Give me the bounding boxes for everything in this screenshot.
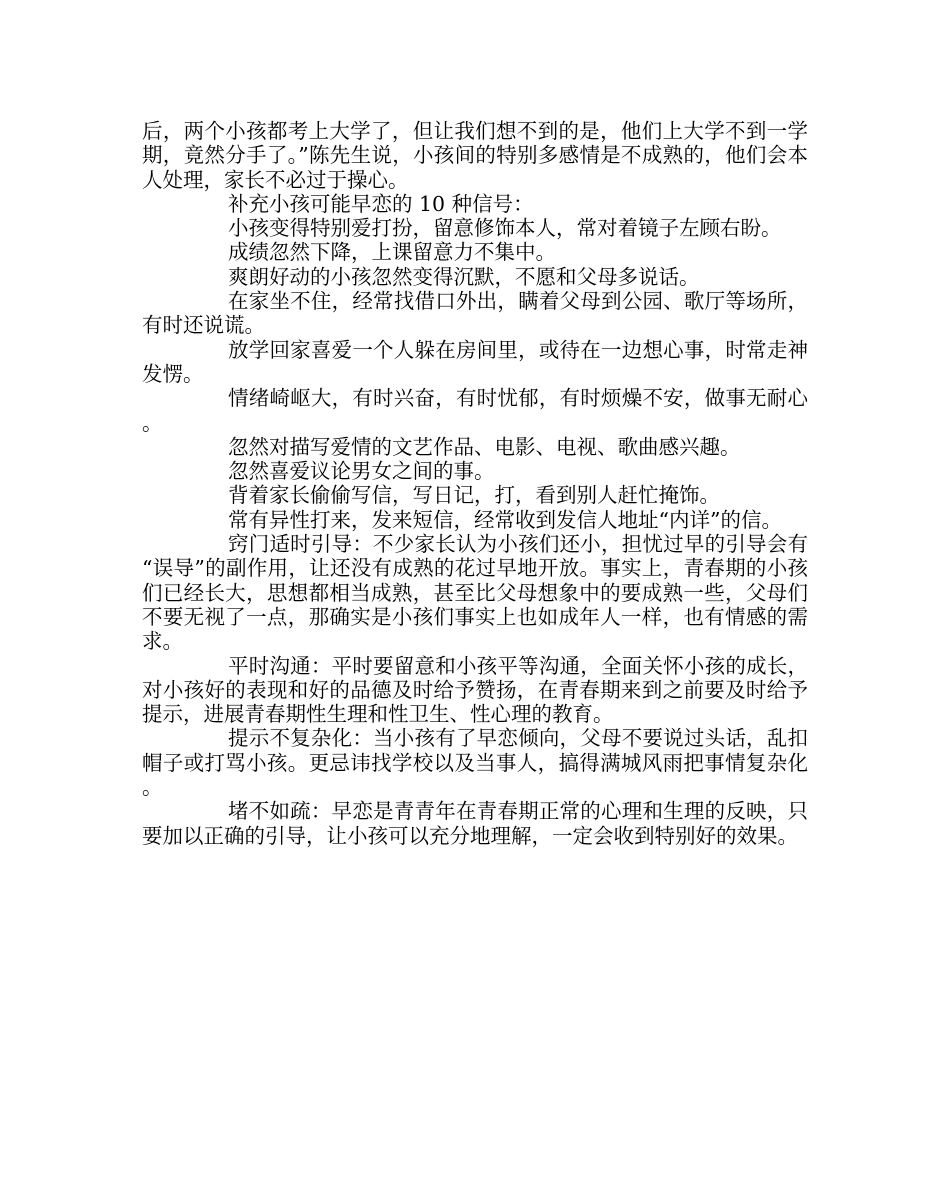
paragraph-signal-10: 常有异性打来，发来短信，经常收到发信人地址“内详”的信。 bbox=[228, 507, 782, 532]
paragraph-signal-5: 放学回家喜爱一个人躲在房间里，或待在一边想心事，时常走神发愣。 bbox=[142, 337, 808, 386]
paragraph-tip-no-complication: 提示不复杂化：当小孩有了早恋倾向，父母不要说过头话，乱扣帽子或打骂小孩。更忌讳找学校以及当事人，搞得满城风雨把事情复杂化。 bbox=[142, 726, 808, 800]
paragraph-signal-6: 情绪崎岖大，有时兴奋，有时忧郁，有时烦燥不安，做事无耐心。 bbox=[142, 386, 808, 435]
paragraph-signal-7: 忽然对描写爱情的文艺作品、电影、电视、歌曲感兴趣。 bbox=[228, 434, 741, 459]
paragraph-tip-communication: 平时沟通：平时要留意和小孩平等沟通，全面关怀小孩的成长，对小孩好的表现和好的品德及时给予赞扬，在青春期来到之前要及时给予提示，进展青春期性生理和性卫生、性心理的教育。 bbox=[142, 653, 808, 727]
paragraph-signal-4: 在家坐不住，经常找借口外出，瞒着父母到公园、歌厅等场所，有时还说谎。 bbox=[142, 289, 808, 338]
paragraph-signal-2: 成绩忽然下降，上课留意力不集中。 bbox=[228, 240, 556, 265]
paragraph-signals-intro: 补充小孩可能早恋的 10 种信号： bbox=[228, 191, 534, 216]
paragraph-signal-1: 小孩变得特别爱打扮，留意修饰本人，常对着镜子左顾右盼。 bbox=[228, 216, 782, 241]
paragraph-signal-8: 忽然喜爱议论男女之间的事。 bbox=[228, 459, 495, 484]
paragraph-continuation: 后，两个小孩都考上大学了，但让我们想不到的是，他们上大学不到一学期，竟然分手了。”陈先生说，小孩间的特别多感情是不成熟的，他们会本人处理，家长不必过于操心。 bbox=[142, 119, 808, 192]
paragraph-tip-guidance: 窍门适时引导：不少家长认为小孩们还小，担忧过早的引导会有“误导”的副作用，让还没有成熟的花过早地开放。事实上，青春期的小孩们已经长大，思想都相当成熟，甚至比父母想象中的要成熟一些，父母们不要无视了一点，那确实是小孩们事实上也如成年人一样，也有情感的需求。 bbox=[142, 532, 808, 654]
paragraph-tip-guide-not-block: 堵不如疏：早恋是青青年在青春期正常的心理和生理的反映，只要加以正确的引导，让小孩可以充分地理解，一定会收到特别好的效果。 bbox=[142, 799, 808, 848]
document-page bbox=[142, 119, 808, 848]
paragraph-signal-3: 爽朗好动的小孩忽然变得沉默，不愿和父母多说话。 bbox=[228, 264, 700, 289]
paragraph-signal-9: 背着家长偷偷写信，写日记，打，看到别人赶忙掩饰。 bbox=[228, 483, 720, 508]
